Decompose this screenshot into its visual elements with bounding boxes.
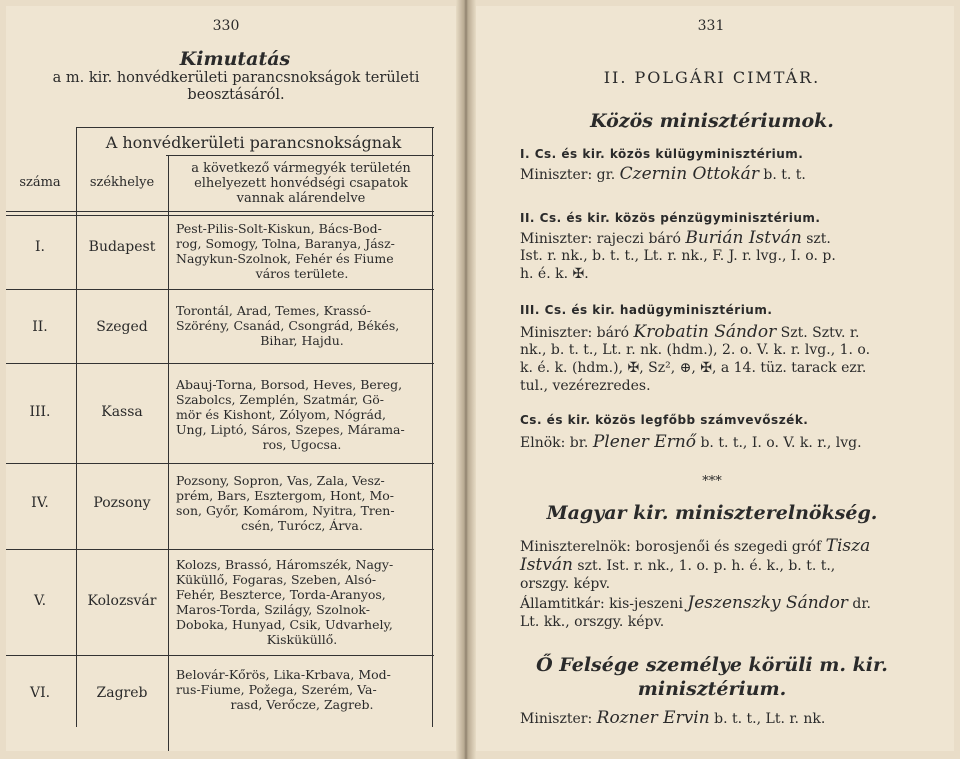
row-2-number: II.	[32, 319, 48, 335]
row-5-area-line: Doboka, Hunyad, Csik, Udvarhely,	[176, 617, 393, 632]
row-5-area	[176, 557, 428, 647]
row-3-area-line: ros, Ugocsa.	[262, 437, 342, 452]
row-2-seat: Szeged	[96, 319, 148, 335]
row-3-area-line: Szabolcs, Zemplén, Szatmár, Gö-	[176, 392, 385, 407]
person-name: István	[520, 555, 573, 575]
col-header-area	[172, 161, 430, 206]
text-segment: tul., vezérezredes.	[520, 378, 651, 394]
table-group-header: A honvédkerületi parancsnokságnak	[105, 133, 402, 152]
right-page	[470, 6, 954, 751]
row-5-area-line: Küküllő, Fogaras, Szeben, Alsó-	[176, 572, 377, 587]
text-segment: Elnök: br.	[520, 435, 593, 451]
row-6-area	[176, 667, 428, 712]
pm-line	[520, 595, 950, 613]
row-2-area-line: Szörény, Csanád, Csongrád, Békés,	[176, 318, 400, 333]
section-prime-ministry: Magyar kir. miniszterelnökség.	[546, 502, 878, 524]
text-segment: Miniszterelnök: borosjenői és szegedi gróf	[520, 539, 826, 555]
text-segment: Lt. kk., orszgy. képv.	[520, 614, 665, 630]
text-segment: dr.	[847, 596, 871, 612]
person-name: Tisza	[825, 536, 871, 556]
text-segment: szt. Ist. r. nk., 1. o. p. h. é. k., b. t. t.,	[572, 558, 836, 574]
text-segment: Miniszter: báró	[520, 325, 634, 341]
row-4-number: IV.	[31, 495, 49, 511]
text-segment: Miniszter: gr.	[520, 167, 620, 183]
section-court-ministry-line-1: Ő Felsége személye körüli m. kir.	[536, 654, 888, 676]
section-court-ministry-line-2: minisztérium.	[637, 678, 787, 700]
row-4-area	[176, 473, 428, 533]
row-1-area-line: Nagykun-Szolnok, Fehér és Fiume	[176, 251, 394, 266]
text-segment: k. é. k. (hdm.), ✠, Sz², ⊕, ✠, a 14. tüz. tarack ezr.	[520, 360, 867, 376]
row-3-number: III.	[29, 404, 51, 420]
row-6-area-line: Belovár-Kőrös, Lika-Krbava, Mod-	[176, 667, 391, 682]
text-segment: b. t. t., I. o. V. k. r., lvg.	[696, 435, 862, 451]
text-segment: orszgy. képv.	[520, 576, 611, 592]
row-5-area-line: Fehér, Beszterce, Torda-Aranyos,	[176, 587, 386, 602]
text-segment: h. é. k. ✠.	[520, 266, 589, 282]
row-6-area-line: rasd, Verőcze, Zagreb.	[230, 697, 374, 712]
row-2-area	[176, 303, 428, 348]
ministry-1-title: I. Cs. és kir. közös külügyminisztérium.	[520, 147, 804, 161]
col-header-area-line-1: a következő vármegyék területén	[191, 161, 411, 176]
row-6-number: VI.	[29, 685, 51, 701]
text-segment: b. t. t.	[758, 167, 806, 183]
ministry-2-line	[520, 266, 950, 283]
row-1-number: I.	[35, 239, 45, 255]
text-segment: Szt. Sztv. r.	[776, 325, 860, 341]
page-number-right: 331	[697, 18, 725, 34]
pm-line	[520, 557, 950, 575]
row-3-seat: Kassa	[101, 404, 143, 420]
row-4-area-line: son, Győr, Komárom, Nyitra, Tren-	[176, 503, 395, 518]
audit-office-line	[520, 434, 950, 452]
person-name: Krobatin Sándor	[633, 322, 777, 342]
row-4-seat: Pozsony	[93, 495, 151, 511]
page-title-left: Kimutatás	[179, 48, 291, 70]
ministry-3-line	[520, 342, 950, 359]
section-common-ministries: Közös minisztériumok.	[590, 110, 834, 132]
row-5-seat: Kolozsvár	[87, 593, 157, 609]
row-1-area-line: rog, Somogy, Tolna, Baranya, Jász-	[176, 236, 395, 251]
text-segment: szt.	[801, 231, 831, 247]
row-6-seat: Zagreb	[96, 685, 148, 701]
row-3-area	[176, 377, 428, 452]
pm-line	[520, 576, 950, 593]
row-4-area-line: csén, Turócz, Árva.	[241, 518, 363, 533]
ministry-3-line	[520, 360, 950, 377]
left-page	[6, 6, 464, 751]
ministry-3-line	[520, 378, 950, 395]
row-4-area-line: Pozsony, Sopron, Vas, Zala, Vesz-	[176, 473, 385, 488]
text-segment: Miniszter: rajeczi báró	[520, 231, 686, 247]
text-segment: Államtitkár: kis-jeszeni	[520, 596, 688, 612]
text-segment: Miniszter:	[520, 711, 597, 727]
district-table	[6, 127, 434, 727]
directory-heading: II. POLGÁRI CIMTÁR.	[603, 68, 821, 87]
ministry-2-line	[520, 248, 950, 265]
ministry-1-line	[520, 166, 950, 184]
row-2-area-line: Bihar, Hajdu.	[260, 333, 344, 348]
text-segment: nk., b. t. t., Lt. r. nk. (hdm.), 2. o. V. k. r. lvg., 1. o.	[520, 342, 871, 358]
audit-office-title: Cs. és kir. közös legfőbb számvevőszék.	[520, 413, 809, 427]
person-name: Czernin Ottokár	[619, 164, 759, 184]
ministry-2-title: II. Cs. és kir. közös pénzügyminisztérium.	[520, 211, 821, 225]
row-5-area-line: Kisküküllő.	[266, 632, 338, 647]
person-name: Plener Ernő	[592, 432, 697, 452]
col-header-area-line-2: elhelyezett honvédségi csapatok	[194, 176, 408, 191]
book-gutter	[456, 0, 476, 759]
row-6-area-line: rus-Fiume, Požega, Szerém, Va-	[176, 682, 377, 697]
row-2-area-line: Torontál, Arad, Temes, Krassó-	[176, 303, 371, 318]
row-5-number: V.	[33, 593, 47, 609]
person-name: Burián István	[685, 228, 802, 248]
subtitle-line-2: beosztásáról.	[187, 87, 285, 103]
text-segment: b. t. t., Lt. r. nk.	[709, 711, 826, 727]
subtitle	[46, 70, 426, 104]
row-1-seat: Budapest	[88, 239, 156, 255]
row-4-area-line: prém, Bars, Esztergom, Hont, Mo-	[176, 488, 394, 503]
person-name: Rozner Ervin	[596, 708, 710, 728]
col-header-area-line-3: vannak alárendelve	[236, 191, 366, 206]
person-name: Jeszenszky Sándor	[687, 593, 848, 613]
ministry-3-line	[520, 324, 950, 342]
text-segment: Ist. r. nk., b. t. t., Lt. r. nk., F. J. r. lvg., I. o. p.	[520, 248, 836, 264]
row-1-area	[176, 221, 428, 281]
ministry-3-title: III. Cs. és kir. hadügyminisztérium.	[520, 303, 773, 317]
row-3-area-line: Ung, Liptó, Sáros, Szepes, Márama-	[176, 422, 405, 437]
row-3-area-line: Abauj-Torna, Borsod, Heves, Bereg,	[176, 377, 403, 392]
subtitle-line-1: a m. kir. honvédkerületi parancsnokságok területi	[52, 70, 420, 86]
section-separator: ***	[702, 474, 722, 489]
row-5-area-line: Kolozs, Brassó, Háromszék, Nagy-	[176, 557, 394, 572]
col-header-number: száma	[19, 175, 61, 190]
pm-line	[520, 538, 950, 556]
court-minister-line	[520, 710, 950, 728]
row-1-area-line: Pest-Pilis-Solt-Kiskun, Bács-Bod-	[176, 221, 382, 236]
pm-line	[520, 614, 950, 631]
col-header-seat: székhelye	[89, 175, 155, 190]
row-3-area-line: mör és Kishont, Zólyom, Nógrád,	[176, 407, 386, 422]
row-5-area-line: Maros-Torda, Szilágy, Szolnok-	[176, 602, 370, 617]
ministry-2-line	[520, 230, 950, 248]
page-number-left: 330	[212, 18, 240, 34]
row-1-area-line: város területe.	[255, 266, 349, 281]
